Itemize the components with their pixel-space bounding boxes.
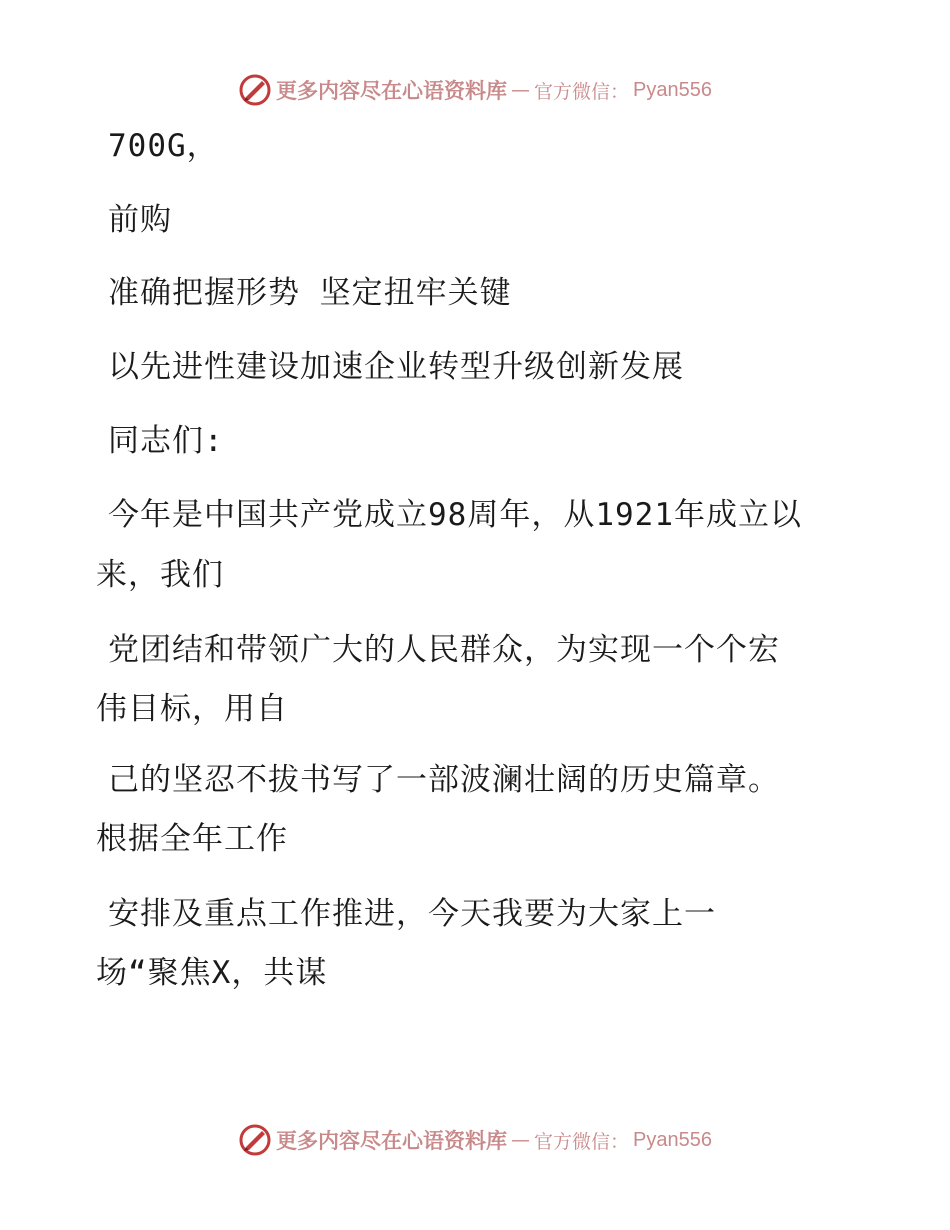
pen-logo-icon [238, 1123, 272, 1157]
watermark-dash: — [511, 1129, 530, 1151]
text-line: 同志们: [108, 423, 224, 459]
watermark-group [238, 73, 712, 107]
text-line: 场“聚焦X，共谋 [96, 955, 328, 991]
text-line: 伟目标，用自 [96, 691, 288, 727]
watermark-main-text: 更多内容尽在心语资料库 [276, 78, 507, 103]
watermark-group [238, 1123, 712, 1157]
text-line: 今年是中国共产党成立98周年，从1921年成立以 [108, 497, 802, 533]
text-line: 前购 [108, 202, 172, 238]
text-line: 准确把握形势 坚定扭牢关键 [108, 275, 512, 311]
text-line: 根据全年工作 [96, 821, 288, 857]
watermark-header [0, 70, 950, 110]
text-line: 党团结和带领广大的人民群众，为实现一个个宏 [108, 632, 780, 668]
text-line: 己的坚忍不拔书写了一部波澜壮阔的历史篇章。 [108, 762, 780, 798]
text-line: 700G， [108, 128, 219, 164]
watermark-dash: — [511, 79, 530, 101]
watermark-id-text: Pyan556 [633, 78, 712, 101]
watermark-id-text: Pyan556 [633, 1128, 712, 1151]
watermark-main-text: 更多内容尽在心语资料库 [276, 1128, 507, 1153]
watermark-footer [0, 1120, 950, 1160]
text-line: 以先进性建设加速企业转型升级创新发展 [108, 349, 684, 385]
pen-logo-icon [238, 73, 272, 107]
text-line: 来，我们 [96, 557, 224, 593]
watermark-sub-text: 官方微信： [534, 80, 630, 103]
text-line: 安排及重点工作推进，今天我要为大家上一 [108, 896, 716, 932]
watermark-sub-text: 官方微信： [534, 1130, 630, 1153]
